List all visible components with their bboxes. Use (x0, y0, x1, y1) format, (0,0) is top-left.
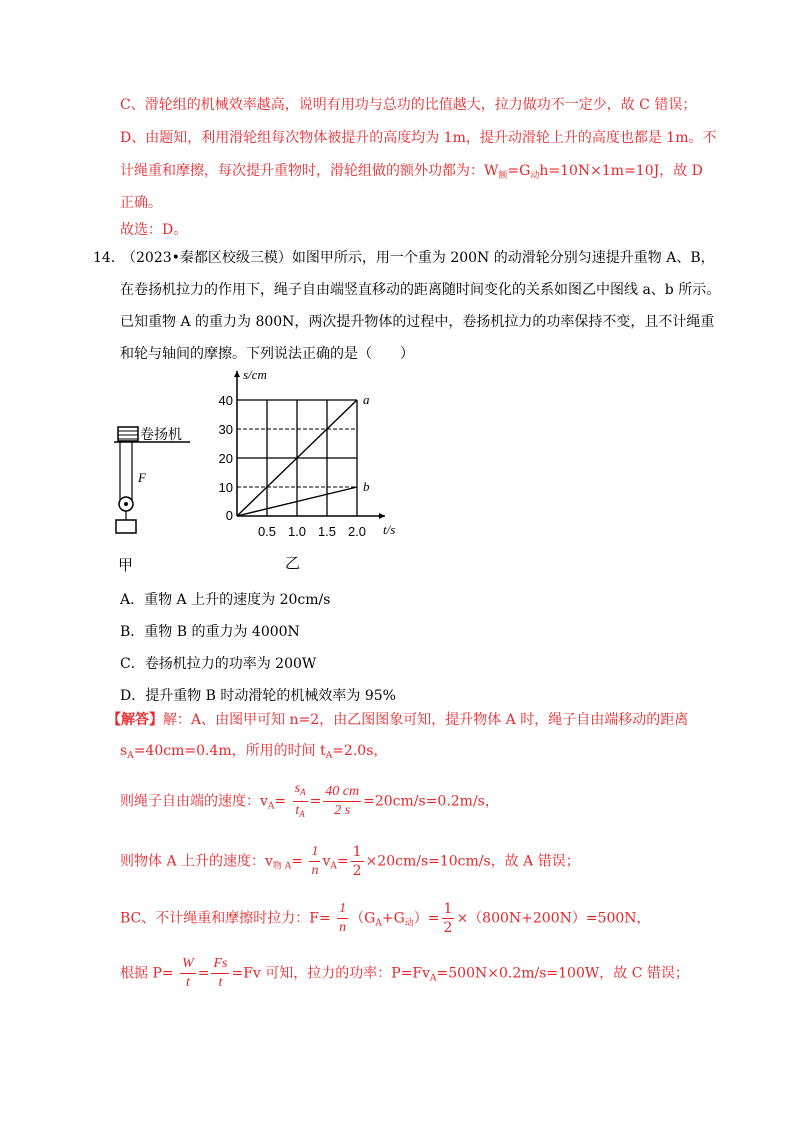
solution-line-6: 根据 P= $\frac{W}{t}$ = $\frac{Fs}{t}$ =Fv 可知，拉力的功率：$P=Fv_A=500N\times 0.2m/s=100W$，故 C 错误； (120, 956, 689, 990)
figure-jia-caption: 甲 (118, 556, 134, 574)
force-label: F (138, 470, 146, 485)
solution-answer: 故选：D。 (120, 222, 188, 238)
y-tick-label-30: 30 (218, 422, 233, 437)
load-box (116, 520, 136, 533)
y-tick-label-20: 20 (218, 451, 233, 466)
x-axis-label: t/s (383, 522, 396, 537)
question-line-2: 在卷扬机拉力的作用下，绳子自由端竖直移动的距离随时间变化的关系如图乙中图线 a、b 所示。 (120, 282, 721, 298)
fraction-1-2: $\frac{1}{2}$ (352, 844, 362, 879)
question-line-1: （2023•秦都区校级三模）如图甲所示，用一个重为 200N 的动滑轮分别匀速提升重物 A、B， (122, 250, 715, 266)
x-tick-label-2.0: 2.0 (347, 524, 367, 539)
question-line-3: 已知重物 A 的重力为 800N，两次提升物体的过程中，卷扬机拉力的功率保持不变，且不计绳重 (120, 314, 715, 330)
series-label-a: a (363, 392, 370, 407)
y-tick-label-40: 40 (218, 393, 233, 408)
st-chart (215, 365, 400, 575)
y-axis-label: s/cm (243, 367, 267, 382)
x-tick-label-0.5: 0.5 (257, 524, 277, 539)
solution-line-2: $s_A=40cm=0.4m$，所用的时间 $t_A=2.0s$， (120, 743, 388, 761)
question-number: 14． (93, 250, 125, 266)
option-d: D．提升重物 B 时动滑轮的机械效率为 95% (120, 688, 396, 704)
fraction-sa-ta: $\frac{s_A}{t_A}$ (294, 781, 306, 819)
option-a: A．重物 A 上升的速度为 20cm/s (120, 592, 331, 608)
solution-line-3: 则绳子自由端的速度：$v_A=$ $\frac{s_A}{t_A}$ = $\frac{40 cm}{2 s}$ =20cm/s=0.2m/s， (120, 780, 499, 823)
x-axis-arrow (379, 513, 385, 519)
question-line-4: 和轮与轴间的摩擦。下列说法正确的是（ ） (120, 346, 414, 362)
fraction-1-n-force: $\frac{1}{n}$ (339, 901, 347, 935)
y-axis-arrow (234, 371, 240, 377)
option-b: B．重物 B 的重力为 4000N (120, 624, 300, 640)
fraction-1-2-force: $\frac{1}{2}$ (443, 901, 453, 936)
solution-tag: 【解答】 (107, 712, 163, 728)
solution-d-line-1: D、由题知，利用滑轮组每次物体被提升的高度均为 1m，提升动滑轮上升的高度也都是 1m。不 (120, 130, 717, 146)
fraction-1-n: $\frac{1}{n}$ (311, 844, 319, 878)
option-c: C．卷扬机拉力的功率为 200W (120, 656, 317, 672)
chart-series (237, 392, 370, 516)
x-tick-label-1.0: 1.0 (287, 524, 307, 539)
pulley-diagram (110, 420, 210, 580)
solution-line-4: 则物体 A 上升的速度：$v_{物 A}=$ $\frac{1}{n}$ $v_A=$ $\frac{1}{2}$ ×20cm/s=10cm/s，故 A 错误； (120, 844, 580, 879)
y-tick-label-10: 10 (218, 480, 233, 495)
winch-label: 卷扬机 (140, 426, 182, 442)
fraction-w-t: $\frac{W}{t}$ (182, 956, 194, 990)
figure-yi-caption: 乙 (285, 554, 301, 572)
solution-c-line: C、滑轮组的机械效率越高，说明有用功与总功的比值越大，拉力做功不一定少，故 C 错误； (120, 97, 697, 113)
solution-d-line-3: 正确。 (120, 195, 162, 211)
solution-line-1: 【解答】解：A、由图甲可知 n=2，由乙图图象可知，提升物体 A 时，绳子自由端移动的距离 (107, 712, 689, 728)
fraction-fs-t: $\frac{Fs}{t}$ (213, 956, 228, 990)
fraction-40cm-2s: $\frac{40 cm}{2 s}$ (325, 784, 360, 818)
series-label-b: b (363, 479, 370, 494)
origin-label: 0 (225, 508, 233, 523)
solution-line-5: BC、不计绳重和摩擦时拉力：F= $\frac{1}{n}$ $(G_A+G_动)=$ $\frac{1}{2}$ ×（800N+200N）=500N， (120, 901, 651, 936)
x-tick-label-1.5: 1.5 (317, 524, 337, 539)
solution-d-line-2: 计绳重和摩擦，每次提升重物时，滑轮组做的额外功都为：$W_额=G_动h=10N\times 1m=10J$，故 D (120, 163, 703, 181)
chart-ticks (219, 393, 367, 539)
